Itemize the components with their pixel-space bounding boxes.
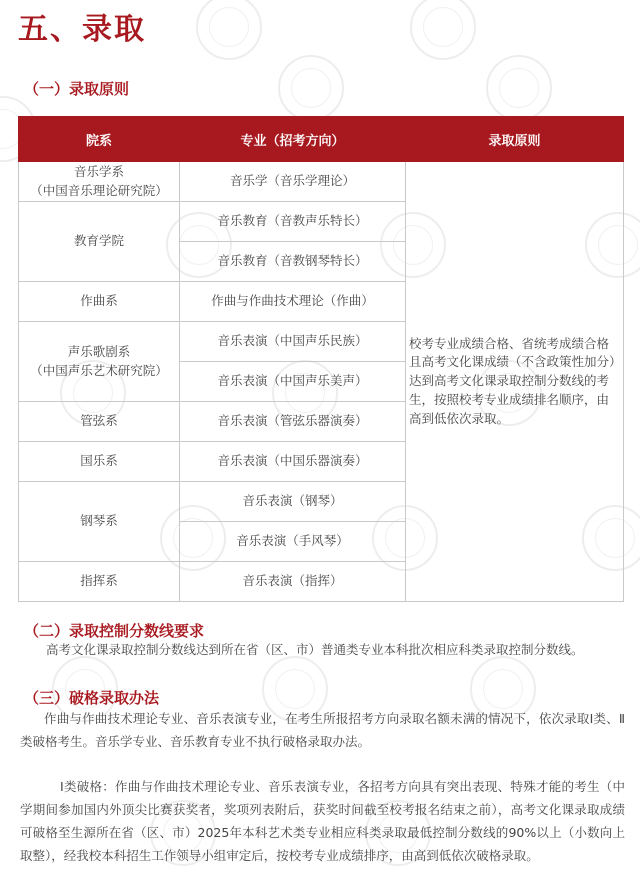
department-name: 声乐歌剧系: [67, 344, 131, 360]
major-cell: 音乐教育（音教钢琴特长）: [180, 242, 406, 282]
header-department: 院系: [19, 117, 180, 162]
table-header-row: [19, 117, 624, 162]
department-name: 钢琴系: [80, 513, 118, 529]
watermark-seal: [278, 55, 344, 121]
department-cell: [19, 322, 180, 402]
department-cell: [19, 162, 180, 202]
subheading-score-line: （二）录取控制分数线要求: [24, 622, 205, 640]
department-name: 指挥系: [80, 573, 118, 589]
watermark-seal: [410, 0, 476, 60]
major-cell: 音乐表演（管弦乐器演奏）: [180, 402, 406, 442]
department-name: 作曲系: [80, 293, 118, 309]
major-cell: 音乐表演（中国声乐美声）: [180, 362, 406, 402]
header-rule: 录取原则: [406, 117, 624, 162]
major-cell: 音乐表演（钢琴）: [180, 482, 406, 522]
section-title: 五、录取: [18, 12, 146, 47]
department-name: 国乐系: [80, 453, 118, 469]
admission-table: [18, 116, 624, 602]
major-cell: 音乐学（音乐学理论）: [180, 162, 406, 202]
department-cell: [19, 202, 180, 282]
class-one-exception-paragraph: Ⅰ类破格：作曲与作曲技术理论专业、音乐表演专业，各招考方向具有突出表现、特殊才能的考生（中学期间参加国内外顶尖比赛获奖者，奖项列表附后，获奖时间截至校考报名结束之前），高考文化课录取成绩可破格至生源所在省（区、市）2025年本科艺术类专业相应科类录取最低控制分数线的90%以上（小数向上取整），经我校本科招生工作领导小组审定后，按校考专业成绩排序，由高到低依次破格录取。: [20, 779, 625, 863]
major-cell: 作曲与作曲技术理论（作曲）: [180, 282, 406, 322]
major-cell: 音乐表演（手风琴）: [180, 522, 406, 562]
department-subname: （中国音乐理论研究院）: [30, 182, 168, 198]
watermark-seal: [196, 0, 262, 60]
watermark-seal: [486, 55, 552, 121]
department-cell: [19, 282, 180, 322]
department-cell: [19, 562, 180, 602]
table-row: [19, 162, 624, 202]
department-cell: [19, 402, 180, 442]
department-name: 管弦系: [80, 413, 118, 429]
exceptional-admission-paragraph: 作曲与作曲技术理论专业、音乐表演专业，在考生所报招考方向录取名额未满的情况下，依次录取Ⅰ类、Ⅱ类破格考生。音乐学专业、音乐教育专业不执行破格录取办法。: [20, 711, 625, 749]
department-cell: [19, 442, 180, 482]
subheading-admission-principles: （一）录取原则: [24, 80, 130, 98]
score-line-paragraph: 高考文化课录取控制分数线达到所在省（区、市）普通类专业本科批次相应科类录取控制分数线。: [46, 642, 584, 657]
department-name: 音乐学系: [73, 164, 124, 180]
department-subname: （中国声乐艺术研究院）: [30, 362, 168, 378]
admission-rule-cell: 校考专业成绩合格、省统考成绩合格且高考文化课成绩（不含政策性加分）达到高考文化课录取控制分数线的考生，按照校考专业成绩排名顺序，由高到低依次录取。: [406, 162, 624, 602]
major-cell: 音乐表演（中国声乐民族）: [180, 322, 406, 362]
department-cell: [19, 482, 180, 562]
department-name: 教育学院: [73, 233, 124, 249]
subheading-exceptional-admission: （三）破格录取办法: [24, 689, 160, 707]
major-cell: 音乐表演（指挥）: [180, 562, 406, 602]
major-cell: 音乐表演（中国乐器演奏）: [180, 442, 406, 482]
major-cell: 音乐教育（音教声乐特长）: [180, 202, 406, 242]
header-major: 专业（招考方向）: [180, 117, 406, 162]
